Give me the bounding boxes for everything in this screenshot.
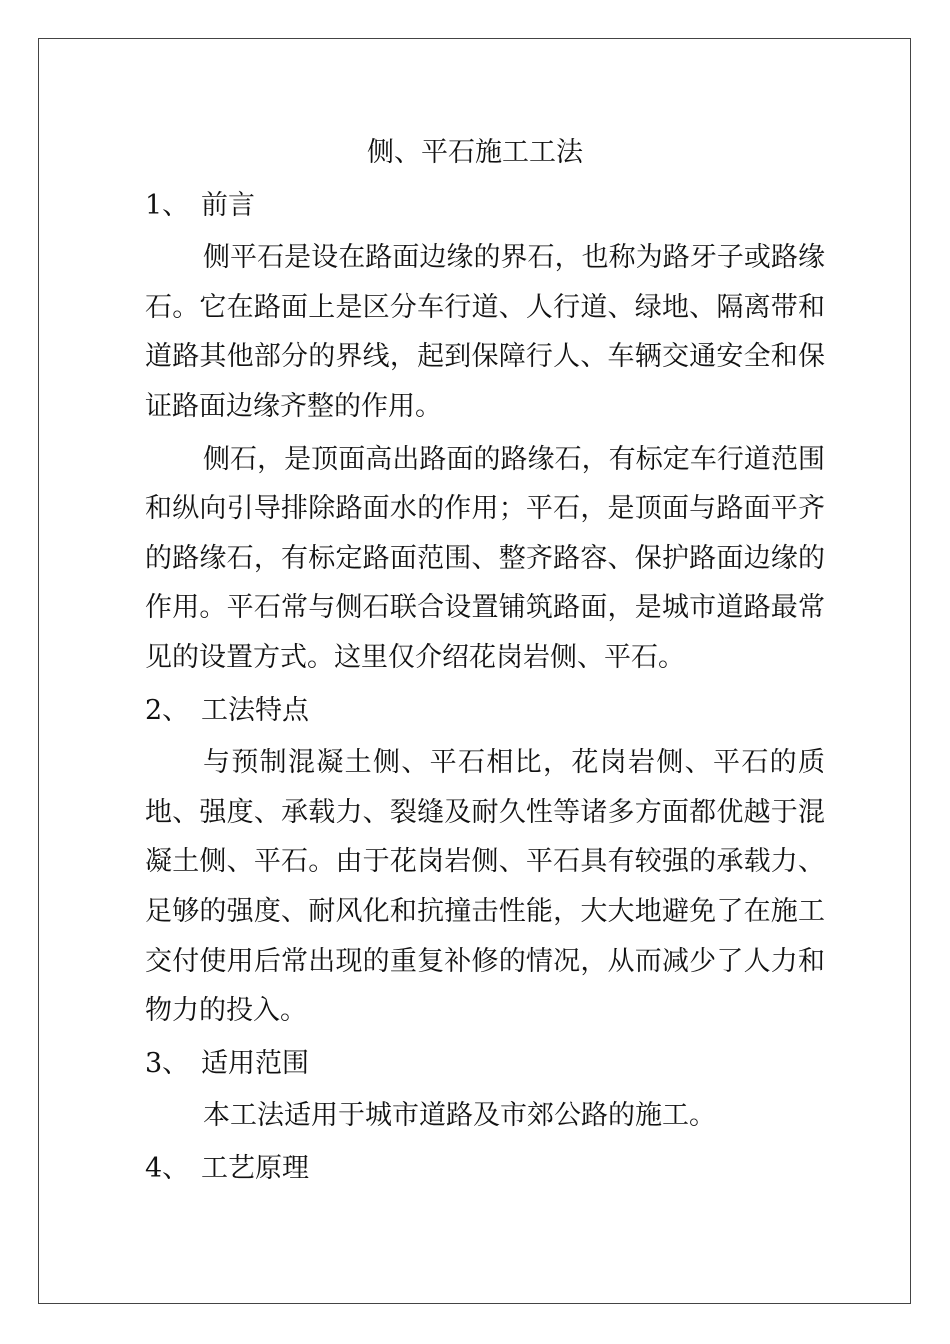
paragraph: 侧石，是顶面高出路面的路缘石，有标定车行道范围和纵向引导排除路面水的作用；平石，是顶面与路面平齐的路缘石，有标定路面范围、整齐路容、保护路面边缘的作用。平石常与侧石联合设置铺筑路面，是城市道路最常见的设置方式。这里仅介绍花岗岩侧、平石。 xyxy=(145,443,825,673)
document-body xyxy=(145,128,825,1193)
paragraph: 与预制混凝土侧、平石相比，花岗岩侧、平石的质地、强度、承载力、裂缝及耐久性等诸多方面都优越于混凝土侧、平石。由于花岗岩侧、平石具有较强的承载力、足够的强度、耐风化和抗撞击性能，大大地避免了在施工交付使用后常出现的重复补修的情况，从而减少了人力和物力的投入。 xyxy=(145,747,825,1027)
section-heading xyxy=(145,181,825,231)
section-number: 2、 xyxy=(145,694,190,726)
section-heading-text: 工艺原理 xyxy=(201,1152,309,1184)
section-number: 3、 xyxy=(145,1047,190,1079)
section-heading-text: 工法特点 xyxy=(201,694,309,726)
section-number: 4、 xyxy=(145,1152,190,1184)
section-heading-text: 适用范围 xyxy=(201,1047,309,1079)
section-heading xyxy=(145,1039,825,1089)
section-heading xyxy=(145,686,825,736)
section-heading-text: 前言 xyxy=(201,189,255,221)
section-heading xyxy=(145,1144,825,1194)
paragraph: 本工法适用于城市道路及市郊公路的施工。 xyxy=(203,1100,716,1132)
document-title: 侧、平石施工工法 xyxy=(367,137,583,168)
section-number: 1、 xyxy=(145,189,190,221)
paragraph: 侧平石是设在路面边缘的界石，也称为路牙子或路缘石。它在路面上是区分车行道、人行道、绿地、隔离带和道路其他部分的界线，起到保障行人、车辆交通安全和保证路面边缘齐整的作用。 xyxy=(145,242,825,422)
